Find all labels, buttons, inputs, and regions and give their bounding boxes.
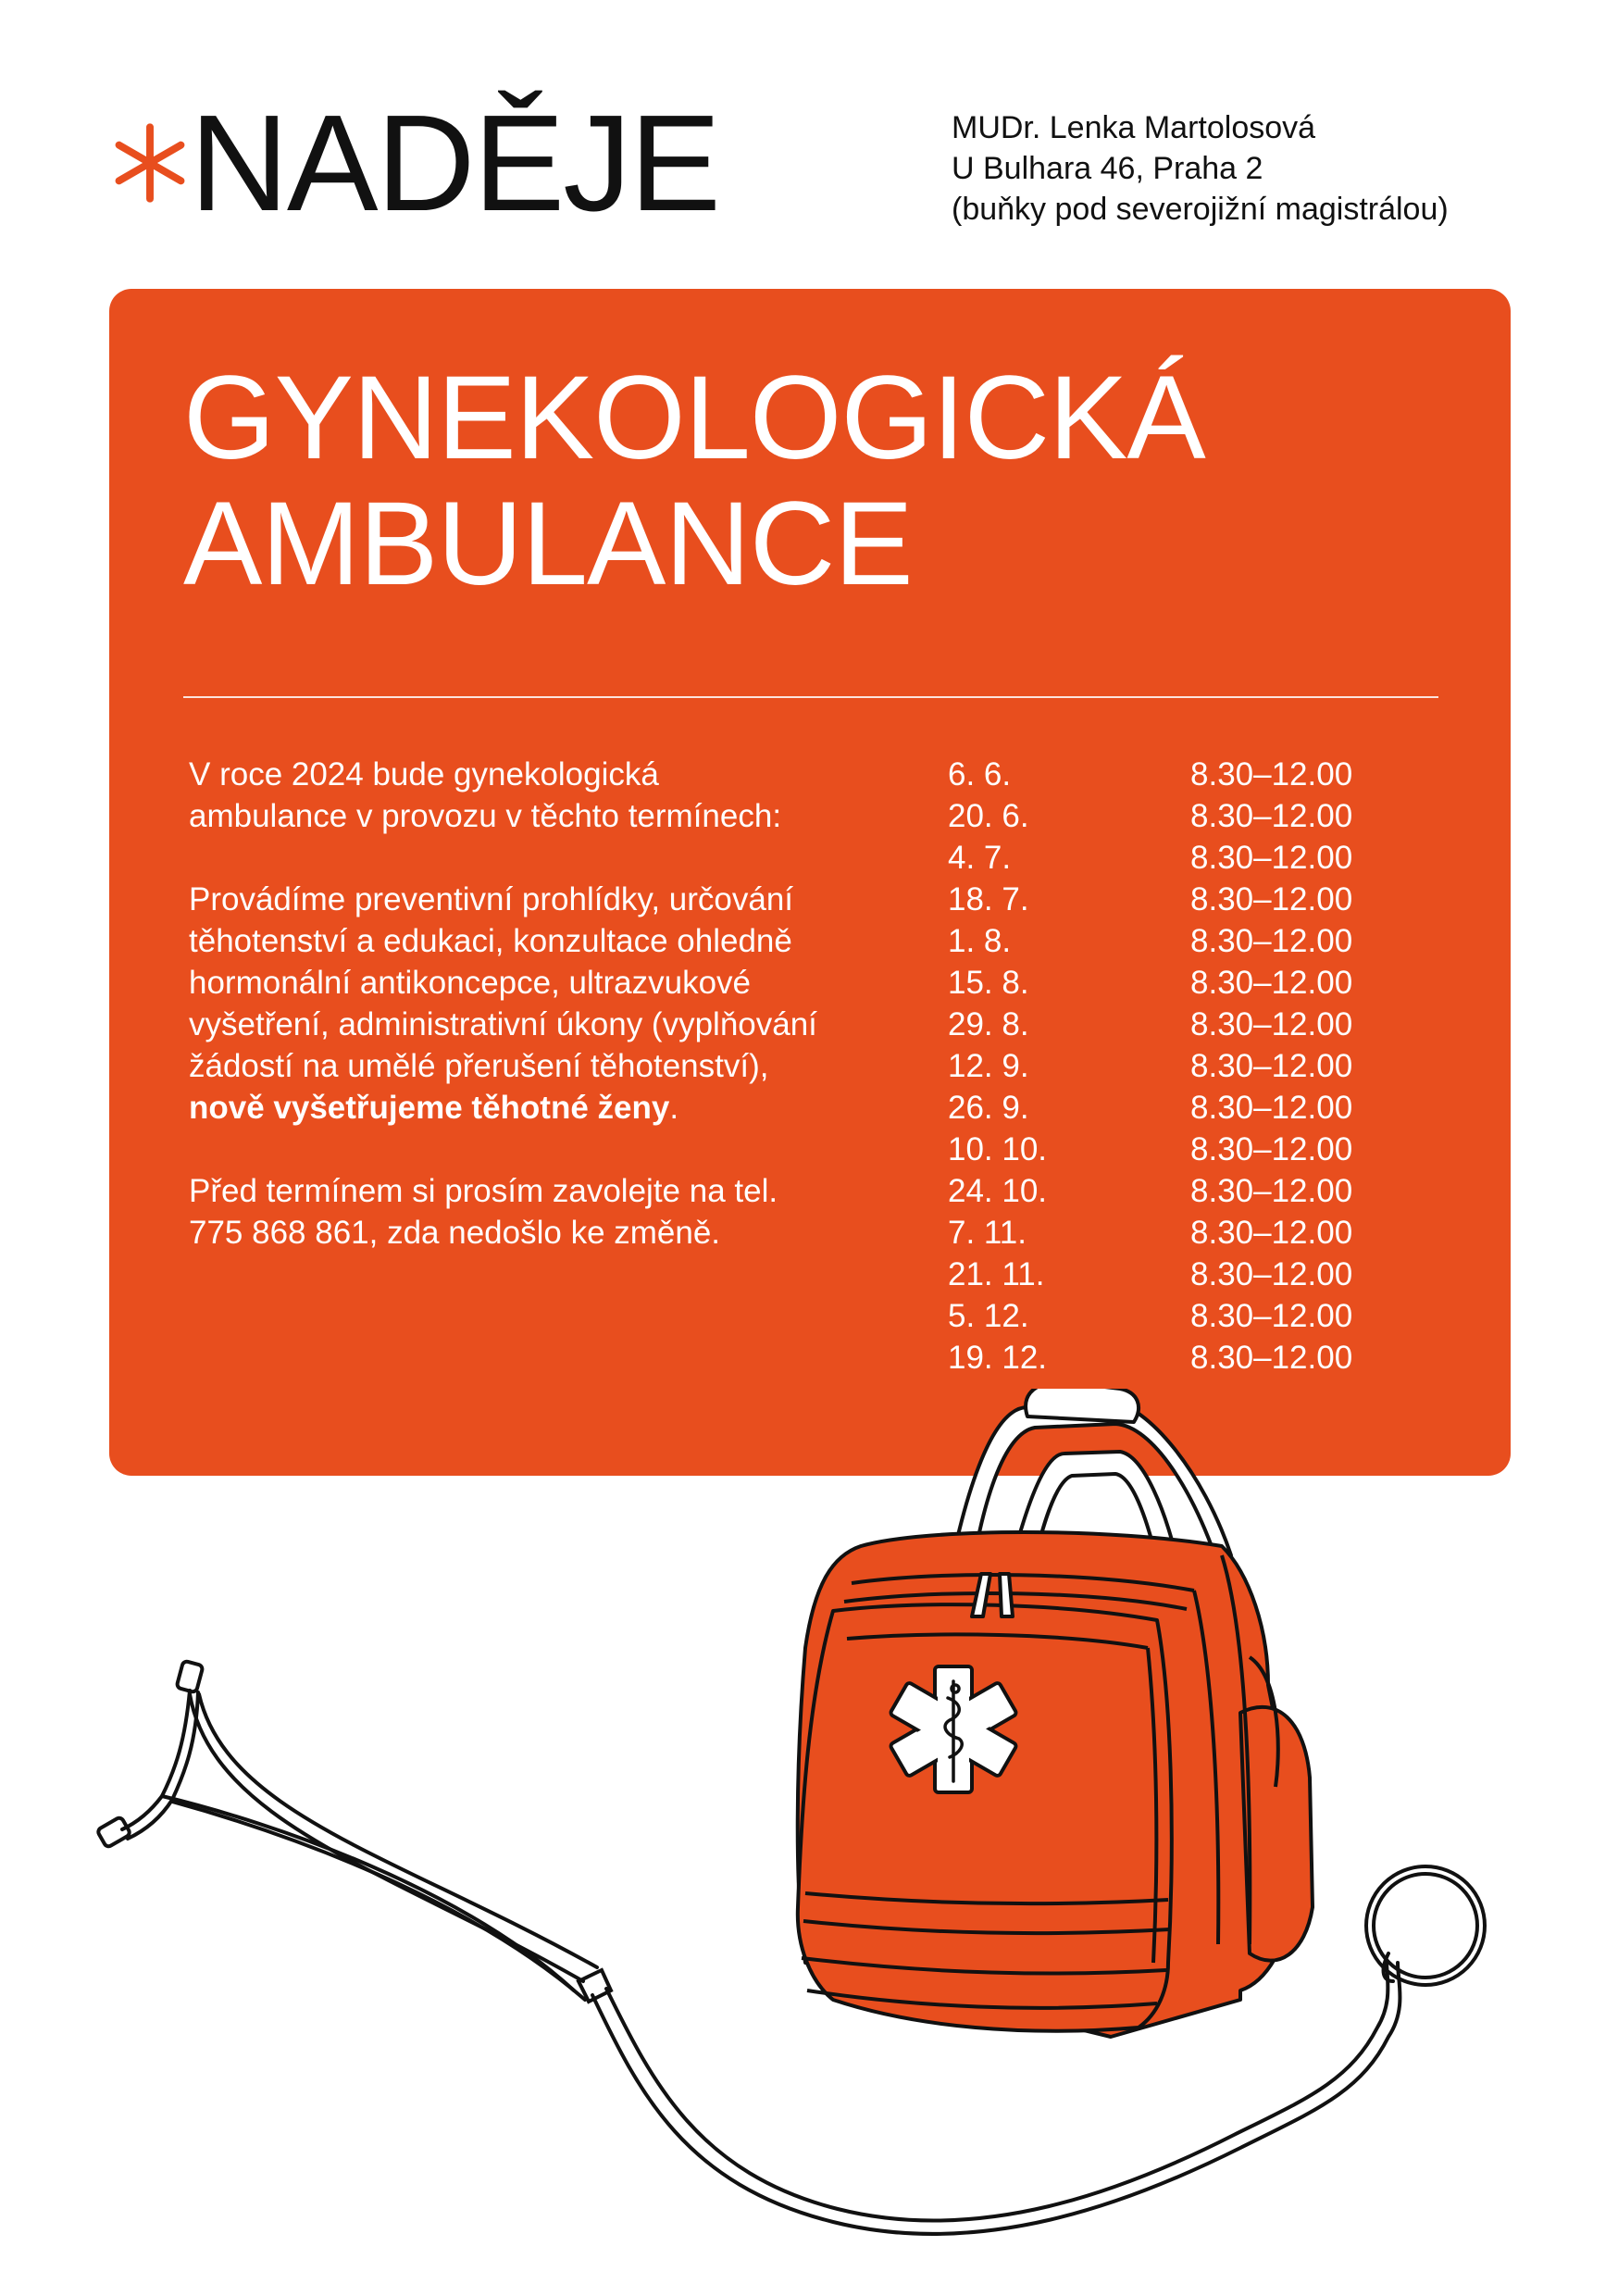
schedule-date: 4. 7.	[948, 840, 1012, 876]
schedule-row	[948, 1212, 1352, 1254]
schedule-date: 15. 8.	[948, 965, 1029, 1001]
schedule-time: 8.30–12.00	[1190, 798, 1353, 834]
schedule-date: 24. 10.	[948, 1173, 1048, 1209]
schedule-time: 8.30–12.00	[1190, 1131, 1353, 1167]
schedule-date: 21. 11.	[948, 1256, 1045, 1292]
street-address: U Bulhara 46, Praha 2	[952, 151, 1263, 186]
schedule-row	[948, 1045, 1352, 1087]
info-text	[189, 754, 818, 1295]
schedule-row	[948, 754, 1352, 795]
services-end: .	[669, 1090, 679, 1126]
illustration	[0, 1389, 1618, 2296]
schedule-time: 8.30–12.00	[1190, 965, 1353, 1001]
schedule-time: 8.30–12.00	[1190, 840, 1353, 876]
schedule-date: 1. 8.	[948, 923, 1012, 959]
title-line-2: AMBULANCE	[183, 478, 913, 610]
intro-paragraph: V roce 2024 bude gynekologická ambulance v provozu v těchto termínech:	[189, 756, 782, 834]
schedule-row	[948, 837, 1352, 879]
services-paragraph	[189, 879, 818, 1129]
info-panel	[109, 289, 1511, 1476]
schedule-row	[948, 1129, 1352, 1170]
schedule-row	[948, 1087, 1352, 1129]
page-title	[183, 352, 1205, 610]
services-text: Provádíme preventivní prohlídky, určování těhotenství a edukaci, konzultace ohledně hormonální antikoncepce, ultrazvukové vyšetření, administrativní úkony (vyplňování žádostí na umělé přerušení těhotenství),	[189, 881, 817, 1084]
schedule-row	[948, 1295, 1352, 1337]
schedule-time: 8.30–12.00	[1190, 1256, 1353, 1292]
schedule-date: 26. 9.	[948, 1090, 1029, 1126]
brand-name: NADĚJE	[190, 87, 719, 240]
asterisk-icon	[109, 122, 191, 204]
schedule-row	[948, 795, 1352, 837]
schedule-time: 8.30–12.00	[1190, 923, 1353, 959]
schedule-date: 20. 6.	[948, 798, 1029, 834]
schedule-date: 6. 6.	[948, 756, 1012, 792]
schedule-time: 8.30–12.00	[1190, 1090, 1353, 1126]
clinic-address	[952, 107, 1449, 230]
schedule-row	[948, 1004, 1352, 1045]
schedule-time: 8.30–12.00	[1190, 1048, 1353, 1084]
schedule-date: 18. 7.	[948, 881, 1029, 917]
schedule-time: 8.30–12.00	[1190, 1215, 1353, 1251]
schedule-row	[948, 879, 1352, 920]
schedule-time: 8.30–12.00	[1190, 1173, 1353, 1209]
schedule-time: 8.30–12.00	[1190, 1298, 1353, 1334]
schedule-date: 29. 8.	[948, 1006, 1029, 1042]
schedule-date: 5. 12.	[948, 1298, 1029, 1334]
schedule-time: 8.30–12.00	[1190, 756, 1353, 792]
schedule-time: 8.30–12.00	[1190, 1340, 1353, 1376]
doctor-name: MUDr. Lenka Martolosová	[952, 110, 1316, 145]
divider	[183, 696, 1438, 698]
title-line-1: GYNEKOLOGICKÁ	[183, 352, 1205, 484]
call-note-paragraph: Před termínem si prosím zavolejte na tel. 775 868 861, zda nedošlo ke změně.	[189, 1173, 778, 1251]
schedule-time: 8.30–12.00	[1190, 881, 1353, 917]
schedule-row	[948, 1254, 1352, 1295]
schedule-date: 19. 12.	[948, 1340, 1048, 1376]
schedule-row	[948, 920, 1352, 962]
schedule-date: 10. 10.	[948, 1131, 1048, 1167]
schedule-row	[948, 1170, 1352, 1212]
medical-bag-icon	[798, 1389, 1313, 2037]
services-highlight: nově vyšetřujeme těhotné ženy	[189, 1090, 670, 1126]
schedule-date: 7. 11.	[948, 1215, 1027, 1251]
schedule-row	[948, 1337, 1352, 1379]
schedule-row	[948, 962, 1352, 1004]
schedule-time: 8.30–12.00	[1190, 1006, 1353, 1042]
schedule-date: 12. 9.	[948, 1048, 1029, 1084]
schedule-list	[948, 754, 1352, 1379]
location-note: (buňky pod severojižní magistrálou)	[952, 192, 1449, 227]
